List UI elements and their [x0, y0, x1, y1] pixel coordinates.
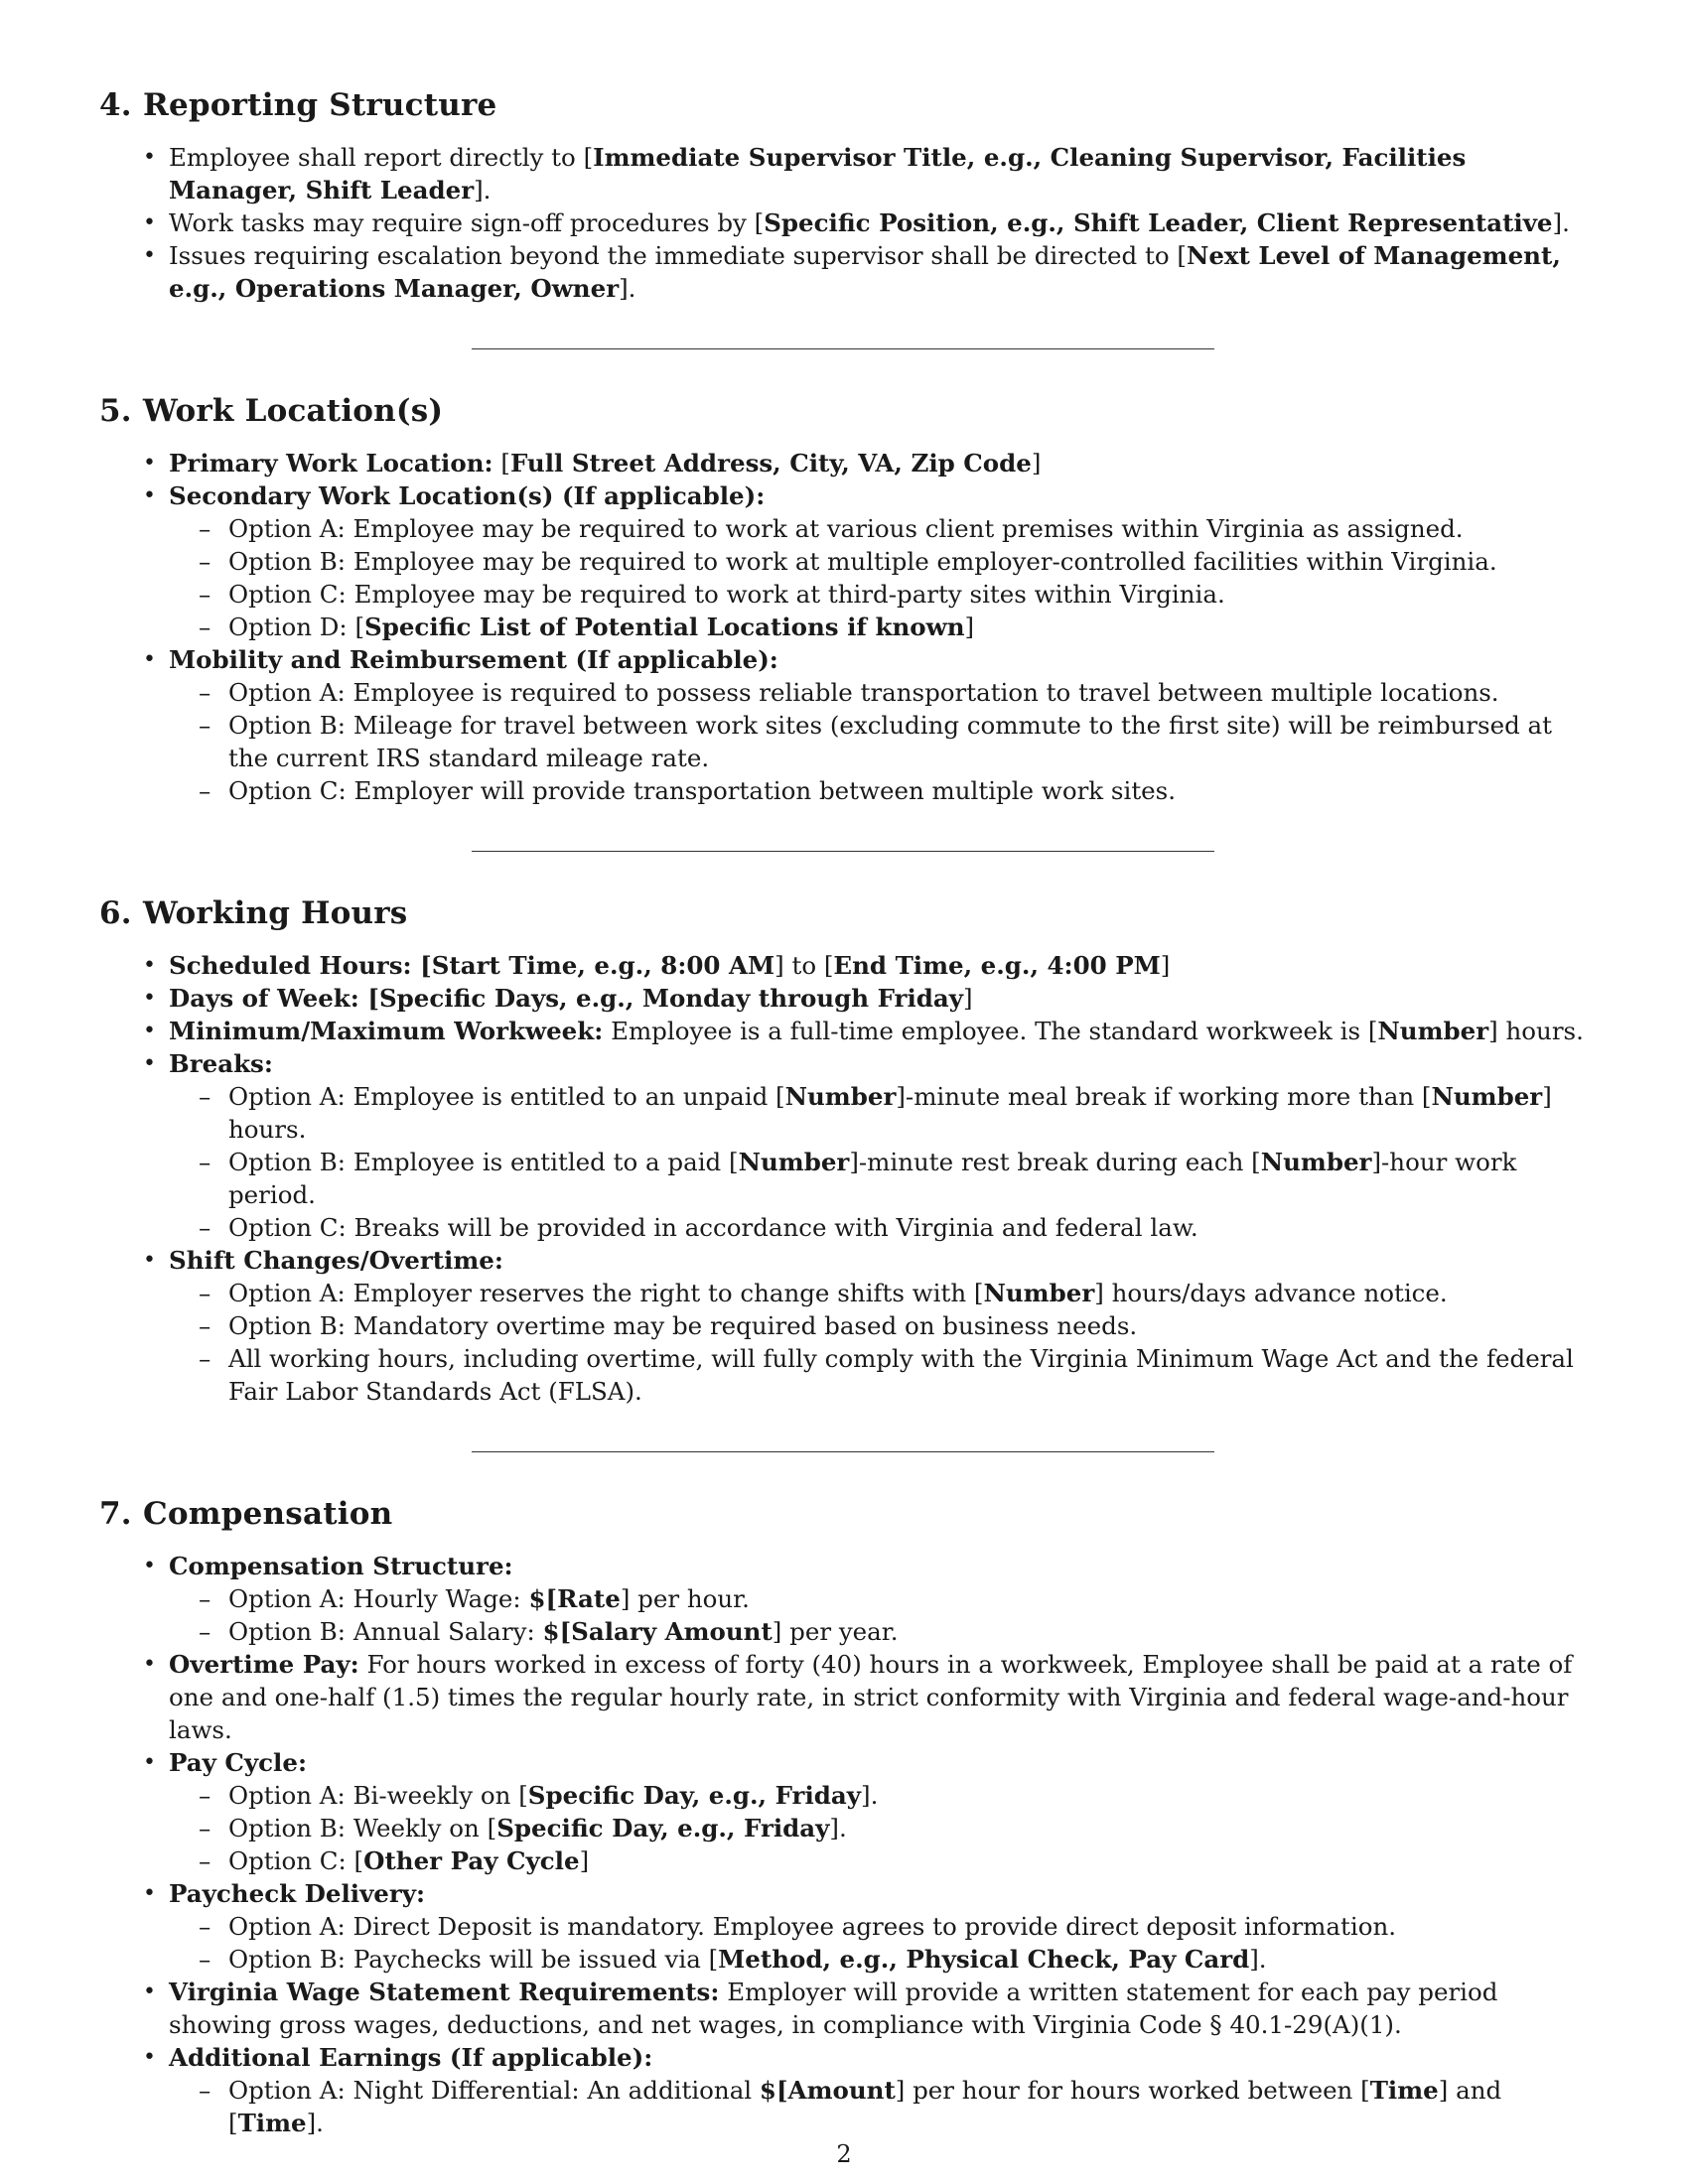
placeholder-field: Next Level of Management, e.g., Operations Manager, Owner — [169, 241, 1561, 303]
option-item: – Option A: Employee may be required to work at various client premises within Virginia as assigned. — [228, 512, 1593, 545]
item-label: Scheduled Hours: — [169, 951, 412, 980]
placeholder-field: Specific Day, e.g., Friday — [527, 1781, 862, 1810]
section-divider — [472, 1451, 1214, 1452]
placeholder-field: Number — [983, 1279, 1095, 1307]
placeholder-field: Other Pay Cycle — [363, 1846, 580, 1875]
item-label: Primary Work Location: — [169, 449, 493, 478]
placeholder-field: Number — [1431, 1082, 1543, 1111]
section-number: 4. — [99, 87, 132, 123]
sub-list — [169, 1582, 1593, 1648]
section-number: 6. — [99, 895, 132, 931]
option-item: – Option C: Breaks will be provided in accordance with Virginia and federal law. — [228, 1211, 1593, 1244]
option-item: – Option B: Mileage for travel between work sites (excluding commute to the first site) will be reimbursed at the current IRS standard mileage rate. — [228, 709, 1593, 774]
list-item: • Primary Work Location: [Full Street Address, City, VA, Zip Code] — [169, 447, 1593, 479]
list-item — [169, 1550, 1593, 1648]
section-heading — [99, 1496, 1593, 1532]
option-item: – Option A: Employer reserves the right to change shifts with [Number] hours/days advance notice. — [228, 1277, 1593, 1309]
section-divider — [472, 348, 1214, 349]
list-item — [169, 1244, 1593, 1408]
sub-list — [169, 1910, 1593, 1976]
placeholder-field: Time — [1369, 2076, 1439, 2105]
placeholder-field: Specific Days, e.g., Monday through Friday — [378, 984, 964, 1013]
option-item: – Option A: Employee is entitled to an unpaid [Number]-minute meal break if working more than [Number] hours. — [228, 1080, 1593, 1146]
list-item — [169, 1877, 1593, 1976]
placeholder-field: Start Time, e.g., 8:00 AM — [431, 951, 775, 980]
list-item — [169, 2041, 1593, 2139]
item-label: Secondary Work Location(s) (If applicable): — [169, 481, 766, 510]
list-item: • Days of Week: [Specific Days, e.g., Monday through Friday] — [169, 982, 1593, 1015]
item-label: Paycheck Delivery: — [169, 1879, 426, 1908]
placeholder-field: End Time, e.g., 4:00 PM — [833, 951, 1161, 980]
list-item: • Employee shall report directly to [Immediate Supervisor Title, e.g., Cleaning Supervisor, Facilities Manager, Shift Leader]. — [169, 141, 1593, 206]
item-label: Additional Earnings (If applicable): — [169, 2043, 653, 2072]
section-divider — [472, 851, 1214, 852]
option-item: – Option B: Paychecks will be issued via [Method, e.g., Physical Check, Pay Card]. — [228, 1943, 1593, 1976]
option-item: – Option A: Night Differential: An additional $[Amount] per hour for hours worked between [Time] and [Time]. — [228, 2074, 1593, 2139]
option-item: – Option C: [Other Pay Cycle] — [228, 1844, 1593, 1877]
section-reporting-structure — [99, 87, 1593, 305]
bullet-list — [99, 1550, 1593, 2139]
page-number: 2 — [836, 2140, 852, 2168]
placeholder-field: Number — [784, 1082, 897, 1111]
option-item: – All working hours, including overtime, will fully comply with the Virginia Minimum Wage Act and the federal Fair Labor Standards Act (FLSA). — [228, 1342, 1593, 1408]
placeholder-field: Time — [237, 2109, 307, 2137]
list-item — [169, 1746, 1593, 1877]
placeholder-field: $[Amount — [759, 2076, 896, 2105]
list-item: • Work tasks may require sign-off procedures by [Specific Position, e.g., Shift Leader, Client Representative]. — [169, 206, 1593, 239]
section-compensation — [99, 1496, 1593, 2139]
item-label: Compensation Structure: — [169, 1552, 513, 1580]
list-item: • Overtime Pay: For hours worked in excess of forty (40) hours in a workweek, Employee shall be paid at a rate of one and one-half (1.5) times the regular hourly rate, in strict conformity with Virginia and federal wage-and-hour laws. — [169, 1648, 1593, 1746]
section-heading — [99, 87, 1593, 123]
bullet-list — [99, 447, 1593, 807]
placeholder-field: Immediate Supervisor Title, e.g., Cleaning Supervisor, Facilities Manager, Shift Leader — [169, 143, 1467, 205]
bullet-list — [99, 949, 1593, 1408]
sub-list — [169, 512, 1593, 643]
placeholder-field: Full Street Address, City, VA, Zip Code — [509, 449, 1032, 478]
option-item: – Option A: Direct Deposit is mandatory. Employee agrees to provide direct deposit information. — [228, 1910, 1593, 1943]
list-item: • Scheduled Hours: [Start Time, e.g., 8:00 AM] to [End Time, e.g., 4:00 PM] — [169, 949, 1593, 982]
item-label: Overtime Pay: — [169, 1650, 359, 1679]
item-label: Pay Cycle: — [169, 1748, 307, 1777]
option-item: – Option B: Annual Salary: $[Salary Amount] per year. — [228, 1615, 1593, 1648]
sub-list — [169, 1277, 1593, 1408]
placeholder-field: Specific Position, e.g., Shift Leader, Client Representative — [764, 208, 1553, 237]
section-heading — [99, 393, 1593, 429]
section-heading — [99, 895, 1593, 931]
placeholder-field: Specific Day, e.g., Friday — [496, 1814, 830, 1843]
item-label: Minimum/Maximum Workweek: — [169, 1017, 604, 1045]
placeholder-field: Method, e.g., Physical Check, Pay Card — [718, 1945, 1250, 1974]
option-item: – Option A: Employee is required to possess reliable transportation to travel between multiple locations. — [228, 676, 1593, 709]
section-title: Compensation — [143, 1496, 393, 1532]
option-item: – Option A: Bi-weekly on [Specific Day, e.g., Friday]. — [228, 1779, 1593, 1812]
placeholder-field: Specific List of Potential Locations if known — [364, 613, 965, 641]
section-title: Working Hours — [143, 895, 408, 931]
section-working-hours — [99, 895, 1593, 1408]
bullet-list — [99, 141, 1593, 305]
section-title: Work Location(s) — [143, 393, 444, 429]
section-number: 7. — [99, 1496, 132, 1532]
list-item — [169, 643, 1593, 807]
placeholder-field: Number — [1260, 1148, 1372, 1176]
sub-list — [169, 2074, 1593, 2139]
list-item: • Virginia Wage Statement Requirements: Employer will provide a written statement for each pay period showing gross wages, deductions, and net wages, in compliance with Virginia Code § 40.1-29(A)(1). — [169, 1976, 1593, 2041]
section-number: 5. — [99, 393, 132, 429]
option-item: – Option A: Hourly Wage: $[Rate] per hour. — [228, 1582, 1593, 1615]
option-item: – Option C: Employer will provide transportation between multiple work sites. — [228, 774, 1593, 807]
option-item: – Option D: [Specific List of Potential Locations if known] — [228, 611, 1593, 643]
item-label: Virginia Wage Statement Requirements: — [169, 1978, 720, 2006]
section-title: Reporting Structure — [143, 87, 497, 123]
placeholder-field: $[Salary Amount — [542, 1617, 773, 1646]
option-item: – Option B: Employee may be required to work at multiple employer-controlled facilities within Virginia. — [228, 545, 1593, 578]
sub-list — [169, 1080, 1593, 1244]
sub-list — [169, 1779, 1593, 1877]
placeholder-field: Number — [738, 1148, 850, 1176]
section-work-locations — [99, 393, 1593, 807]
placeholder-field: Number — [1377, 1017, 1489, 1045]
item-label: Mobility and Reimbursement (If applicable): — [169, 645, 778, 674]
list-item — [169, 479, 1593, 643]
list-item: • Issues requiring escalation beyond the immediate supervisor shall be directed to [Next Level of Management, e.g., Operations Manager, Owner]. — [169, 239, 1593, 305]
placeholder-field: $[Rate — [528, 1584, 621, 1613]
option-item: – Option C: Employee may be required to work at third-party sites within Virginia. — [228, 578, 1593, 611]
sub-list — [169, 676, 1593, 807]
list-item: • Minimum/Maximum Workweek: Employee is a full-time employee. The standard workweek is [Number] hours. — [169, 1015, 1593, 1047]
option-item: – Option B: Weekly on [Specific Day, e.g., Friday]. — [228, 1812, 1593, 1844]
item-label: Shift Changes/Overtime: — [169, 1246, 503, 1275]
list-item — [169, 1047, 1593, 1244]
item-label: Breaks: — [169, 1049, 273, 1078]
item-label: Days of Week: — [169, 984, 359, 1013]
option-item: – Option B: Employee is entitled to a paid [Number]-minute rest break during each [Number]-hour work period. — [228, 1146, 1593, 1211]
option-item: – Option B: Mandatory overtime may be required based on business needs. — [228, 1309, 1593, 1342]
